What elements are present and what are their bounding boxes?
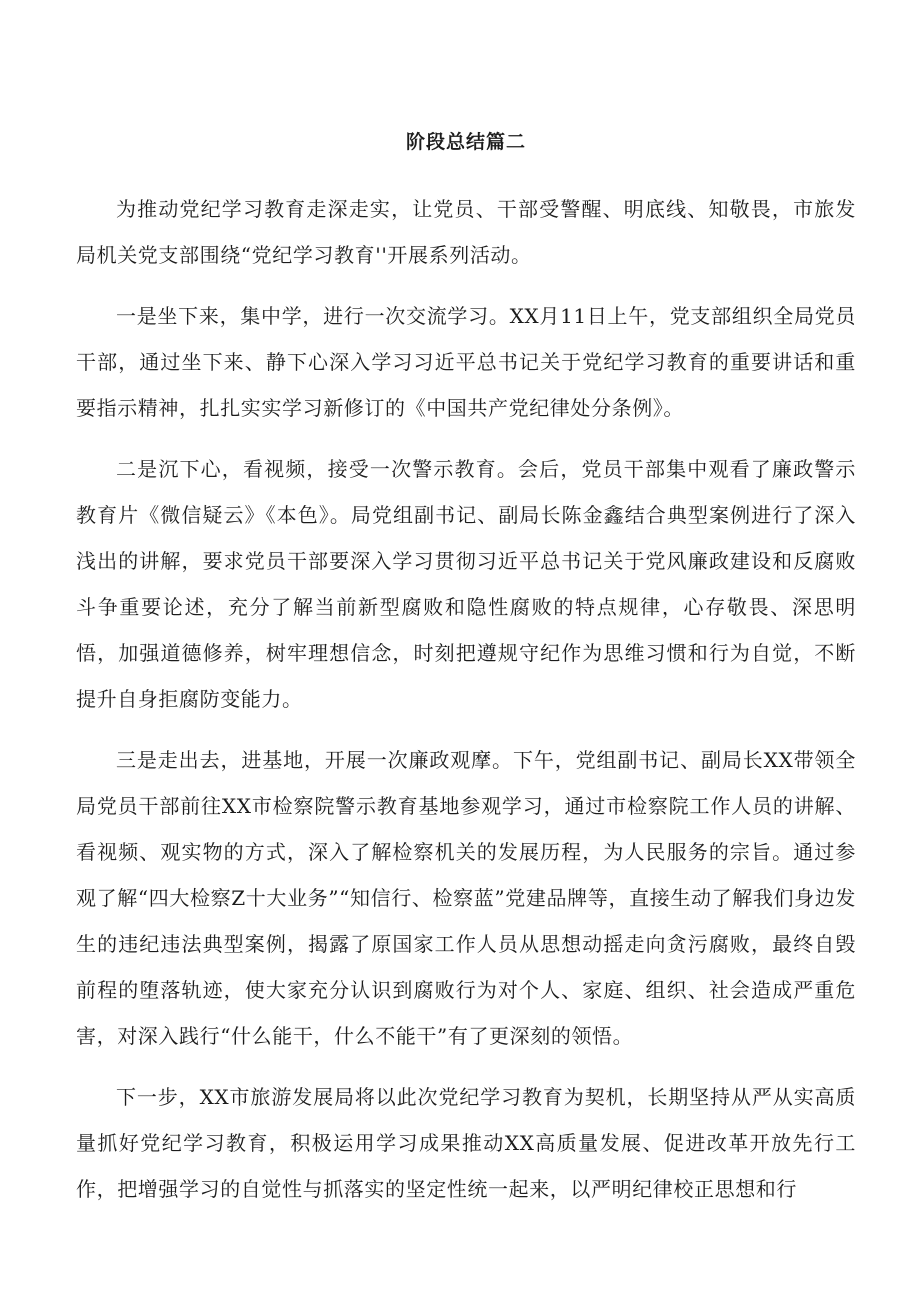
paragraph-next-step: 下一步，XX市旅游发展局将以此次党纪学习教育为契机，长期坚持从严从实高质量抓好党纪学习教育，积极运用学习成果推动XX高质量发展、促进改革开放先行工作，把增强学习的自觉性与抓落实的坚定性统一起来，以严明纪律校正思想和行 <box>76 1085 856 1201</box>
paragraph-site-visit: 三是走出去，进基地，开展一次廉政观摩。下午，党组副书记、副局长XX带领全局党员干部前往XX市检察院警示教育基地参观学习，通过市检察院工作人员的讲解、看视频、观实物的方式，深入了解检察机关的发展历程，为人民服务的宗旨。通过参观了解“四大检察Z十大业务”“知信行、检察蓝”党建品牌等，直接生动了解我们身边发生的违纪违法典型案例，揭露了原国家工作人员从思想动摇走向贪污腐败，最终自毁前程的堕落轨迹，使大家充分认识到腐败行为对个人、家庭、组织、社会造成严重危害，对深入践行“什么能干，什么不能干”有了更深刻的领悟。 <box>76 748 856 1048</box>
paragraph-study: 一是坐下来，集中学，进行一次交流学习。XX月11日上午，党支部组织全局党员干部，通过坐下来、静下心深入学习习近平总书记关于党纪学习教育的重要讲话和重要指示精神，扎扎实实学习新修订的《中国共产党纪律处分条例》。 <box>76 304 856 420</box>
document-title: 阶段总结篇二 <box>405 131 526 153</box>
document-page <box>76 118 856 1227</box>
paragraph-warning-education: 二是沉下心，看视频，接受一次警示教育。会后，党员干部集中观看了廉政警示教育片《微信疑云》《本色》。局党组副书记、副局长陈金鑫结合典型案例进行了深入浅出的讲解，要求党员干部要深入学习贯彻习近平总书记关于党风廉政建设和反腐败斗争重要论述，充分了解当前新型腐败和隐性腐败的特点规律，心存敬畏、深思明悟，加强道德修养，树牢理想信念，时刻把遵规守纪作为思维习惯和行为自觉，不断提升自身拒腐防变能力。 <box>76 457 856 711</box>
paragraph-intro: 为推动党纪学习教育走深走实，让党员、干部受警醒、明底线、知敬畏，市旅发局机关党支部围绕“党纪学习教育''开展系列活动。 <box>76 197 856 267</box>
